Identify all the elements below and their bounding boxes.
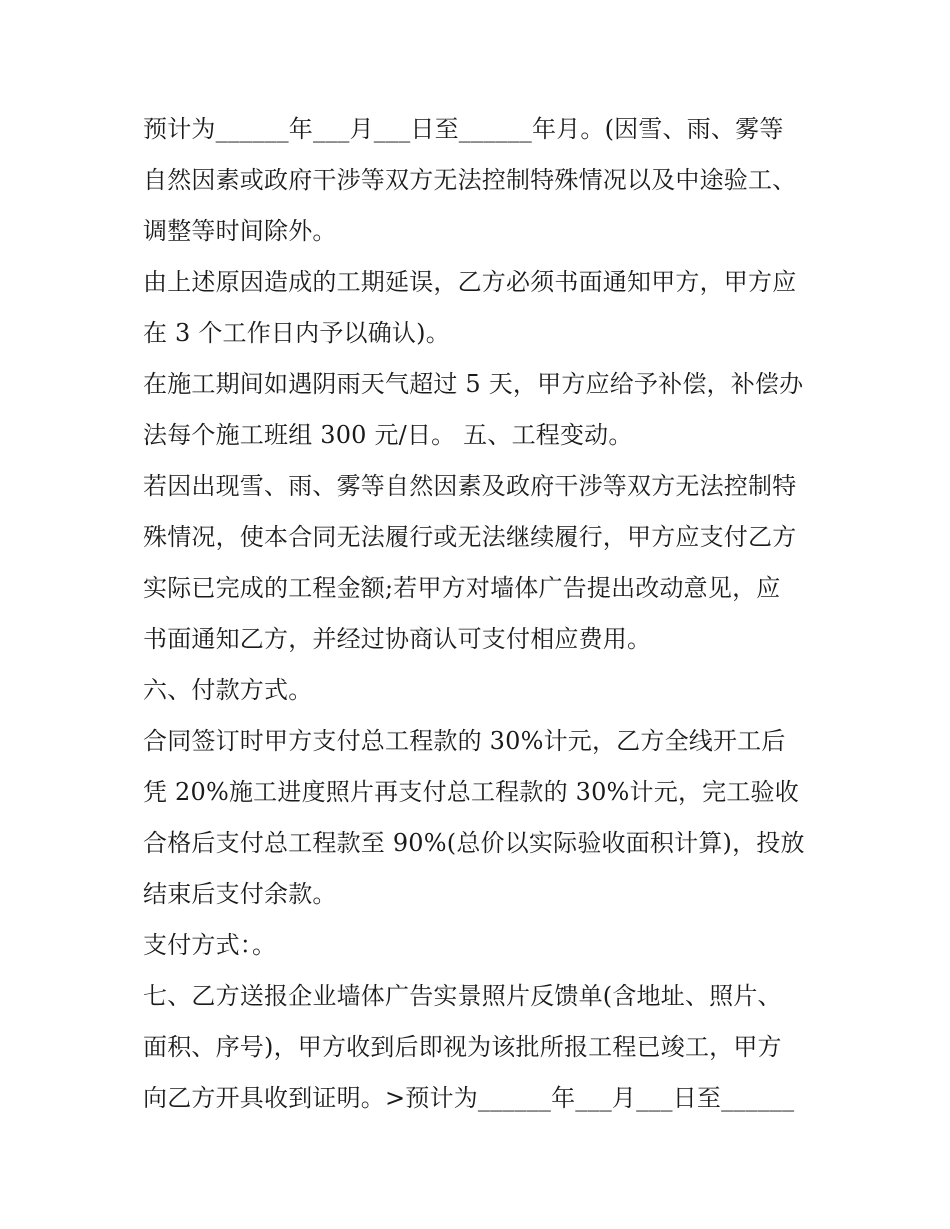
text-line: 实际已完成的工程金额;若甲方对墙体广告提出改动意见，应	[143, 574, 781, 602]
text-line: 面积、序号)，甲方收到后即视为该批所报工程已竣工，甲方	[143, 1033, 782, 1061]
text-line: 若因出现雪、雨、雾等自然因素及政府干涉等双方无法控制特	[143, 472, 797, 500]
text-line: 自然因素或政府干涉等双方无法控制特殊情况以及中途验工、	[143, 166, 797, 194]
text-line: 七、乙方送报企业墙体广告实景照片反馈单(含地址、照片、	[143, 982, 782, 1010]
text-line: 预计为______年___月___日至______年月。(因雪、雨、雾等	[143, 115, 784, 143]
text-line: 在施工期间如遇阴雨天气超过 5 天，甲方应给予补偿，补偿办	[143, 370, 804, 398]
text-line: 书面通知乙方，并经过协商认可支付相应费用。	[143, 625, 652, 653]
document-body	[143, 104, 823, 1124]
section-heading: 六、付款方式。	[143, 676, 313, 704]
text-line: 合同签订时甲方支付总工程款的 30%计元，乙方全线开工后	[143, 727, 786, 755]
text-line: 调整等时间除外。	[143, 217, 337, 245]
text-line: 凭 20%施工进度照片再支付总工程款的 30%计元，完工验收	[143, 778, 799, 806]
text-line: 殊情况，使本合同无法履行或无法继续履行，甲方应支付乙方	[143, 523, 797, 551]
text-line: 向乙方开具收到证明。>预计为______年___月___日至______	[143, 1084, 795, 1112]
text-line: 在 3 个工作日内予以确认)。	[143, 319, 450, 347]
text-line: 由上述原因造成的工期延误，乙方必须书面通知甲方，甲方应	[143, 268, 797, 296]
text-line: 结束后支付余款。	[143, 880, 337, 908]
text-line: 支付方式：。	[143, 931, 277, 959]
text-line: 合格后支付总工程款至 90%(总价以实际验收面积计算)，投放	[143, 829, 805, 857]
text-line: 法每个施工班组 300 元/日。 五、工程变动。	[143, 421, 633, 449]
